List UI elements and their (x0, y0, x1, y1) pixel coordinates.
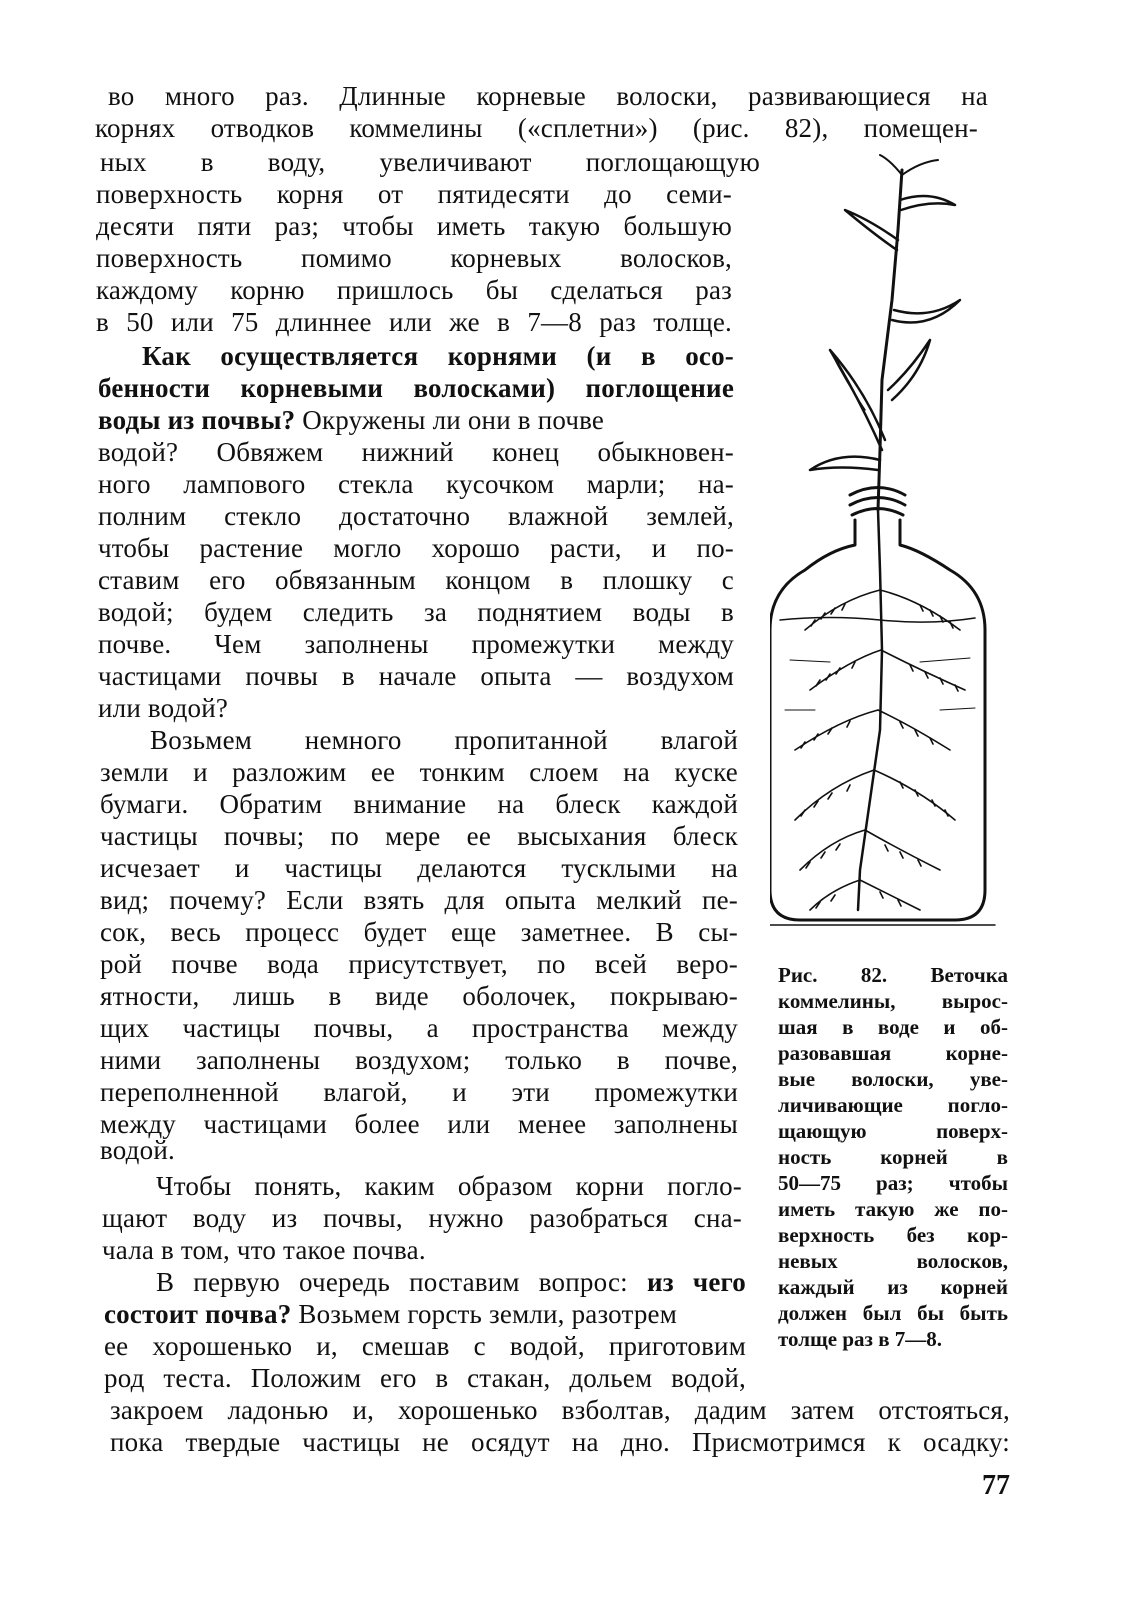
text-line: каждому корню пришлось бы сделаться раз (96, 275, 732, 305)
text-line: Возьмем немного пропитанной влагой (150, 725, 738, 755)
text-line: почве. Чем заполнены промежутки между (98, 629, 734, 659)
text-line: водой; будем следить за поднятием воды в (98, 597, 734, 627)
figure-caption-line: верхность без кор- (778, 1223, 1008, 1247)
text-line: частицы почвы; по мере ее высыхания блеск (100, 821, 738, 851)
text-line: корнях отводков коммелины («сплетни») (рис. 82), помещен- (95, 113, 978, 143)
bold-question-end: воды из почвы? (98, 405, 296, 435)
text-line: чала в том, что такое почва. (102, 1235, 426, 1265)
bold-question-line: Как осуществляется корнями (и в осо- (142, 341, 734, 371)
text-line: во много раз. Длинные корневые волоски, развивающиеся на (108, 81, 988, 111)
bottle-outline (770, 520, 985, 920)
figure-caption-line: каждый из корней (778, 1275, 1008, 1299)
bold-question-line: бенности корневыми волосками) поглощение (98, 373, 734, 403)
text-line: в 50 или 75 длиннее или же в 7—8 раз толще. (96, 307, 732, 337)
text-line: между частицами более или менее заполнены (100, 1109, 738, 1139)
text-line: рой почве вода присутствует, по всей веро- (100, 949, 738, 979)
text-line: бумаги. Обратим внимание на блеск каждой (100, 789, 738, 819)
text-line: поверхность помимо корневых волосков, (96, 243, 732, 273)
figure-caption-line: иметь такую же по- (778, 1197, 1008, 1221)
text-line: ного лампового стекла кусочком марли; на- (98, 469, 734, 499)
text-line-mixed (156, 1266, 746, 1298)
leaf (888, 340, 930, 400)
figure-caption-line: 50—75 раз; чтобы (778, 1171, 1008, 1195)
text-line: щих частицы почвы, а пространства между (100, 1013, 738, 1043)
text-line: или водой? (98, 693, 229, 723)
text-line: переполненной влагой, и эти промежутки (100, 1077, 738, 1107)
text-span: В первую очередь поставим вопрос: (156, 1267, 647, 1297)
stem (878, 170, 902, 510)
text-line: частицами почвы в начале опыта — воздухом (98, 661, 734, 691)
figure-caption-line: Рис. 82. Веточка (778, 963, 1008, 987)
text-line: полним стекло достаточно влажной землей, (98, 501, 734, 531)
figure-caption-line: разовавшая корне- (778, 1041, 1008, 1065)
leaf (810, 457, 880, 470)
bold-question: из чего (646, 1267, 746, 1297)
text-line: щают воду из почвы, нужно разобраться сна- (102, 1203, 742, 1233)
text-line: исчезает и частицы делаются тусклыми на (100, 853, 738, 883)
leaf (900, 196, 955, 210)
text-line: поверхность корня от пятидесяти до семи- (96, 179, 732, 209)
figure-caption-line: ность корней в (778, 1145, 1008, 1169)
figure-caption-line: личивающие погло- (778, 1093, 1008, 1117)
text-line: земли и разложим ее тонким слоем на куске (100, 757, 738, 787)
text-line-mixed (98, 404, 734, 436)
figure-caption-line: должен был бы быть (778, 1301, 1008, 1325)
leaf (892, 300, 960, 323)
text-line: ставим его обвязанным концом в плошку с (98, 565, 734, 595)
text-line: ятности, лишь в виде оболочек, покрываю- (100, 981, 738, 1011)
bold-question: состоит почва? (104, 1299, 292, 1329)
text-line: десяти пяти раз; чтобы иметь такую большую (96, 211, 732, 241)
text-span: Возьмем горсть земли, разотрем (291, 1299, 678, 1329)
text-line: род теста. Положим его в стакан, дольем водой, (104, 1363, 746, 1393)
text-line: ее хорошенько и, смешав с водой, приготовим (104, 1331, 746, 1361)
text-line: водой. (100, 1135, 175, 1165)
root-hairs (795, 590, 965, 910)
figure-caption-line: толще раз в 7—8. (778, 1327, 943, 1351)
text-line: водой? Обвяжем нижний конец обыкновен- (98, 437, 734, 467)
text-line: ними заполнены воздухом; только в почве, (100, 1045, 738, 1075)
text-line: закроем ладонью и, хорошенько взболтав, дадим затем отстояться, (110, 1395, 1010, 1425)
text-line: сок, весь процесс будет еще заметнее. В сы- (100, 917, 738, 947)
figure-caption-line: невых волосков, (778, 1249, 1008, 1273)
text-line: Чтобы понять, каким образом корни погло- (156, 1171, 742, 1201)
text-span: Окружены ли они в почве (295, 405, 605, 435)
figure-caption-line: щающую поверх- (778, 1119, 1008, 1143)
text-line-mixed (104, 1298, 746, 1330)
leaf (845, 210, 898, 250)
figure-caption-line: шая в воде и об- (778, 1015, 1008, 1039)
text-line: вид; почему? Если взять для опыта мелкий пе- (100, 885, 738, 915)
text-line: ных в воду, увеличивают поглощающую (100, 147, 760, 177)
page-number: 77 (982, 1470, 1010, 1501)
commelina-bottle-illustration (770, 150, 1020, 940)
figure-caption-line: вые волоски, уве- (778, 1067, 1008, 1091)
text-line: пока твердые частицы не осядут на дно. Присмотримся к осадку: (110, 1427, 1010, 1457)
text-line: чтобы растение могло хорошо расти, и по- (98, 533, 734, 563)
leaf (880, 155, 938, 175)
figure-caption-line: коммелины, вырос- (778, 989, 1008, 1013)
